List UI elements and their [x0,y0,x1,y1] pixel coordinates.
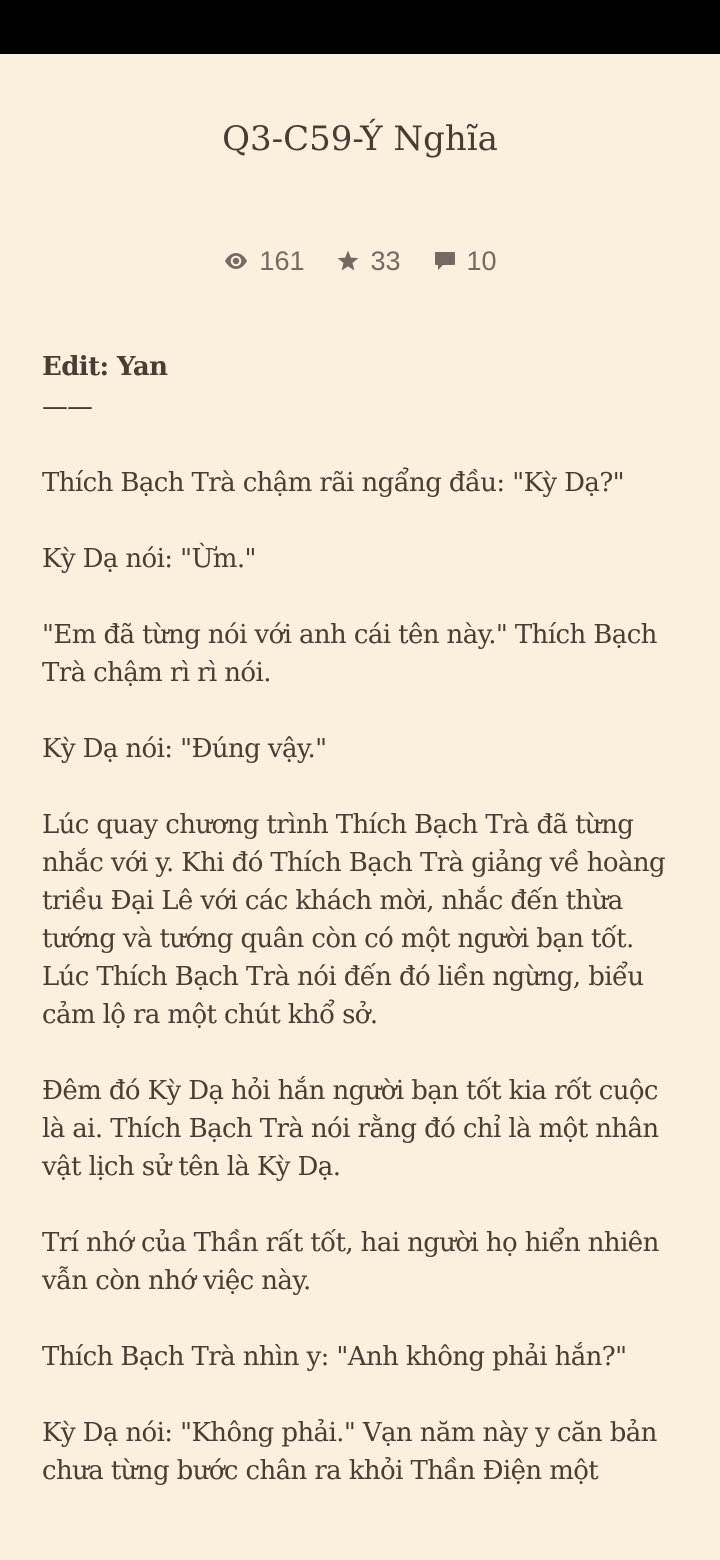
paragraph: Đêm đó Kỳ Dạ hỏi hắn người bạn tốt kia rốt cuộc là ai. Thích Bạch Trà nói rằng đó chỉ là một nhân vật lịch sử tên là Kỳ Dạ. [42,1076,659,1182]
paragraph: Lúc quay chương trình Thích Bạch Trà đã từng nhắc với y. Khi đó Thích Bạch Trà giảng về hoàng triều Đại Lê với các khách mời, nhắc đến thừa tướng và tướng quân còn có một người bạn tốt. Lúc Thích Bạch Trà nói đến đó liền ngừng, biểu cảm lộ ra một chút khổ sở. [42,810,666,1030]
comments-stat [433,246,497,277]
paragraph: Kỳ Dạ nói: "Không phải." Vạn năm này y căn bản chưa từng bước chân ra khỏi Thần Điện một [42,1418,657,1486]
paragraph: Kỳ Dạ nói: "Đúng vậy." [42,734,327,764]
comment-icon [433,249,457,273]
status-bar [0,0,720,54]
stars-count: 33 [370,245,401,276]
paragraph: "Em đã từng nói với anh cái tên này." Thích Bạch Trà chậm rì rì nói. [42,620,657,688]
paragraph: Kỳ Dạ nói: "Ừm." [42,544,256,574]
editor-credit: Edit: Yan [42,352,168,382]
stars-stat [336,246,400,277]
eye-icon [223,251,249,271]
star-icon [336,249,360,273]
views-count: 161 [259,245,305,276]
paragraph: Thích Bạch Trà nhìn y: "Anh không phải hắn?" [42,1342,627,1372]
chapter-stats [0,240,720,282]
chapter-title: Q3-C59-Ý Nghĩa [222,118,498,159]
views-stat [223,246,304,277]
comments-count: 10 [466,245,497,276]
paragraph: Trí nhớ của Thần rất tốt, hai người họ hiển nhiên vẫn còn nhớ việc này. [42,1228,659,1296]
chapter-content [42,348,672,1490]
divider-line: —— [42,392,92,422]
paragraph: Thích Bạch Trà chậm rãi ngẩng đầu: "Kỳ Dạ?" [42,468,625,498]
